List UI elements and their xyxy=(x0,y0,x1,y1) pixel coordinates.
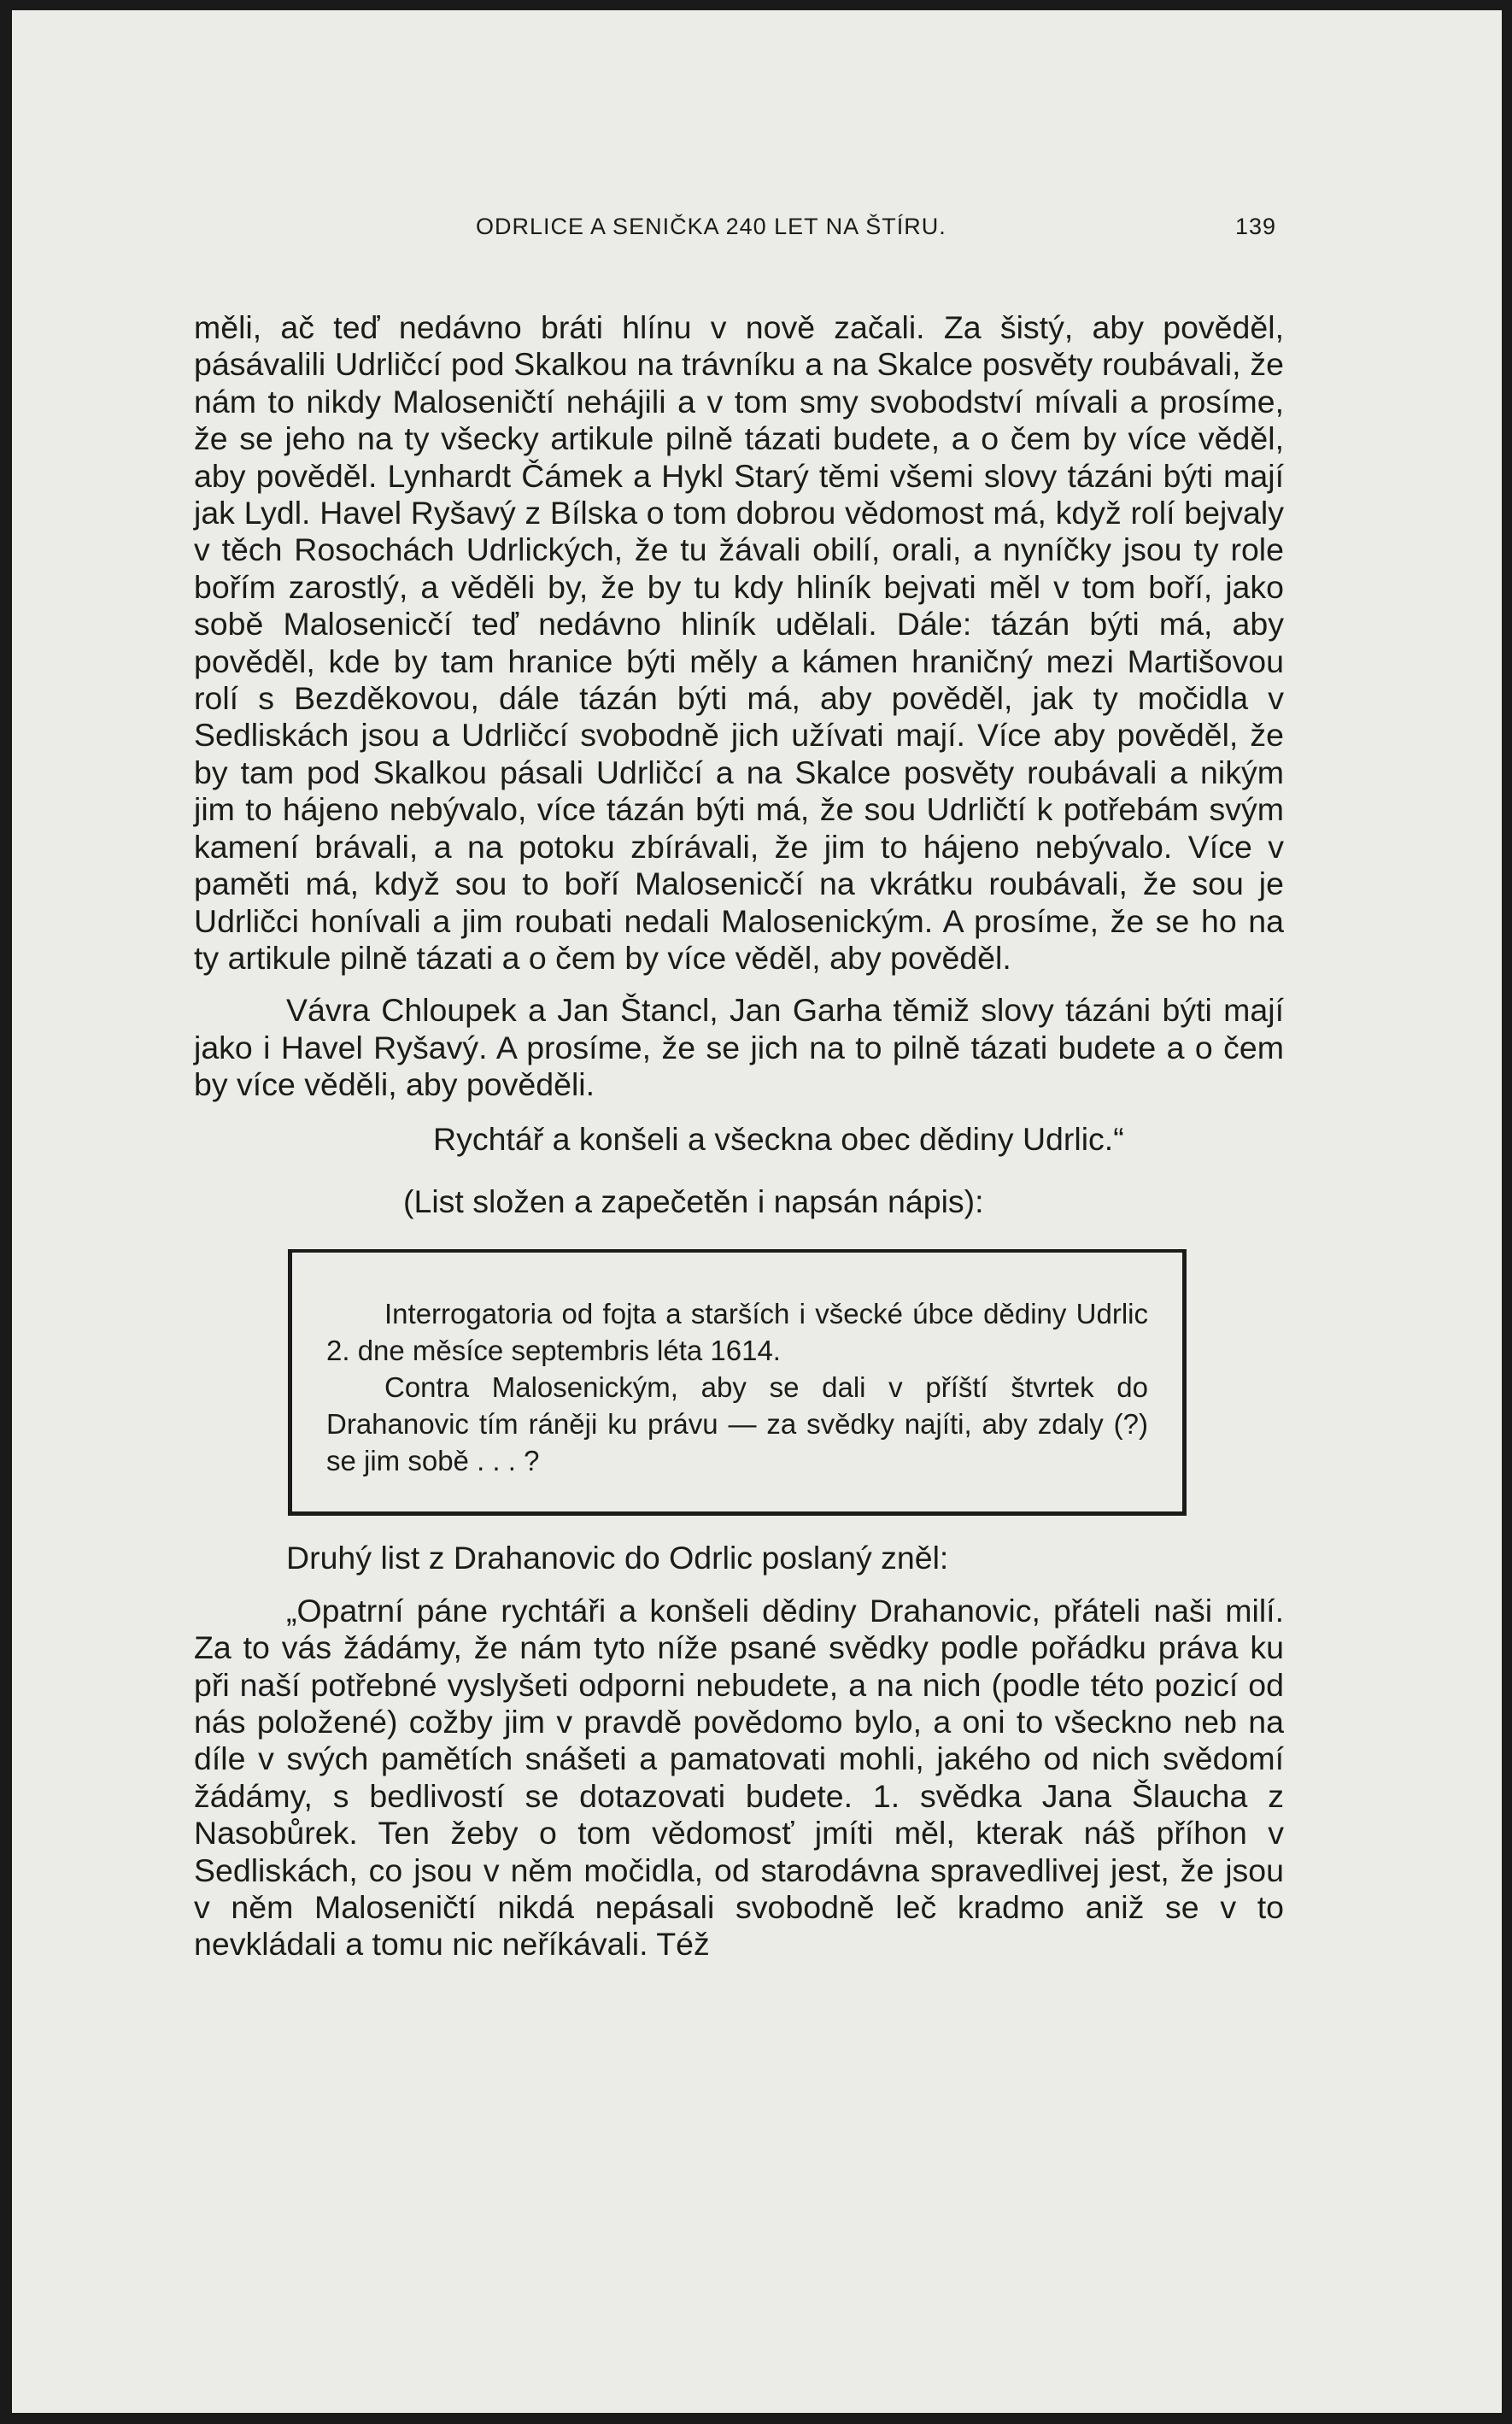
book-page xyxy=(12,10,1502,2413)
running-head-title: ODRLICE A SENIČKA 240 LET NA ŠTÍRU. xyxy=(476,214,946,239)
page-body xyxy=(194,309,1284,1963)
page-number: 139 xyxy=(1235,214,1277,239)
inscription-line-2: Contra Malosenickým, aby se dali v příští štvrtek do Drahanovic tím ráněji ku právu — za svědky najíti, aby zdaly (?) se jim sobě . . . ? xyxy=(326,1371,1148,1477)
signature-line: Rychtář a konšeli a všeckna obec dědiny Udrlic.“ xyxy=(433,1120,1124,1157)
editor-note: (List složen a zapečetěn i napsán nápis): xyxy=(403,1183,984,1219)
inscription-line-1: Interrogatoria od fojta a starších i všecké úbce dědiny Udrlic 2. dne měsíce septembris léta 1614. xyxy=(326,1298,1148,1367)
paragraph-1: měli, ač teď nedávno bráti hlínu v nově začali. Za šistý, aby pověděl, pásávalili Udrličcí pod Skalkou na trávníku a na Skalce posvěty roubávali, že nám to nikdy Maloseničtí nehájili a v tom smy svobodství mívali a prosíme, že se jeho na ty všecky artikule pilně tázati budete, a o čem by více věděl, aby pověděl. Lynhardt Čámek a Hykl Starý těmi všemi slovy tázáni býti mají jak Lydl. Havel Ryšavý z Bílska o tom dobrou vědomost má, když rolí bejvaly v těch Rosochách Udrlických, že tu žávali obilí, orali, a nyníčky jsou ty role bořím zarostlý, a věděli by, že by tu kdy hliník bejvati měl v tom boří, jako sobě Malosenicčí teď nedávno hliník udělali. Dále: tázán býti má, aby pověděl, kde by tam hranice býti měly a kámen hraničný mezi Martišovou rolí s Bezděkovou, dále tázán býti má, aby pověděl, jak ty močidla v Sedliskách jsou a Udrličcí svobodně jich užívati mají. Více aby pověděl, že by tam pod Skalkou pásali Udrličcí a na Skalce posvěty roubávali a nikým jim to hájeno nebývalo, více tázán býti má, že sou Udrličtí k potřebám svým kamení brávali, a na potoku zbírávali, že jim to hájeno nebývalo. Více v paměti má, když sou to boří Malosenicčí na vkrátku roubávali, že sou je Udrličci honívali a jim roubati nedali Malosenickým. A prosíme, že se ho na ty artikule pilně tázati a o čem by více věděl, aby pověděl. xyxy=(194,309,1284,976)
inscription-box xyxy=(288,1249,1187,1516)
paragraph-2: Vávra Chloupek a Jan Štancl, Jan Garha těmiž slovy tázáni býti mají jako i Havel Ryšavý. A prosíme, že se jich na to pilně tázati budete a o čem by více věděli, aby pověděli. xyxy=(194,992,1284,1103)
paragraph-3: Druhý list z Drahanovic do Odrlic poslaný zněl: xyxy=(286,1540,949,1576)
paragraph-4: „Opatrní páne rychtáři a konšeli dědiny Drahanovic, přáteli naši milí. Za to vás žádámy, že nám tyto níže psané svědky podle pořádku práva ku při naší potřebné vyslyšeti odporni nebudete, a na nich (podle této pozicí od nás položené) cožby jim v pravdě povědomo bylo, a oni to všecknо neb na díle v svých pamětích snášeti a pamatovati mohli, jakého od nich svědomí žádámy, s bedlivostí se dotazovati budete. 1. svědka Jana Šlaucha z Nasobůrek. Ten žeby o tom vědomosť jmíti měl, kterak náš příhon v Sedliskách, co jsou v něm močidla, od starodávna spravedlivej jest, že jsou v něm Maloseničtí nikdá nepásali svobodně leč kradmo aniž se v to nevkládali a tomu nic neříkávali. Též xyxy=(194,1592,1284,1963)
